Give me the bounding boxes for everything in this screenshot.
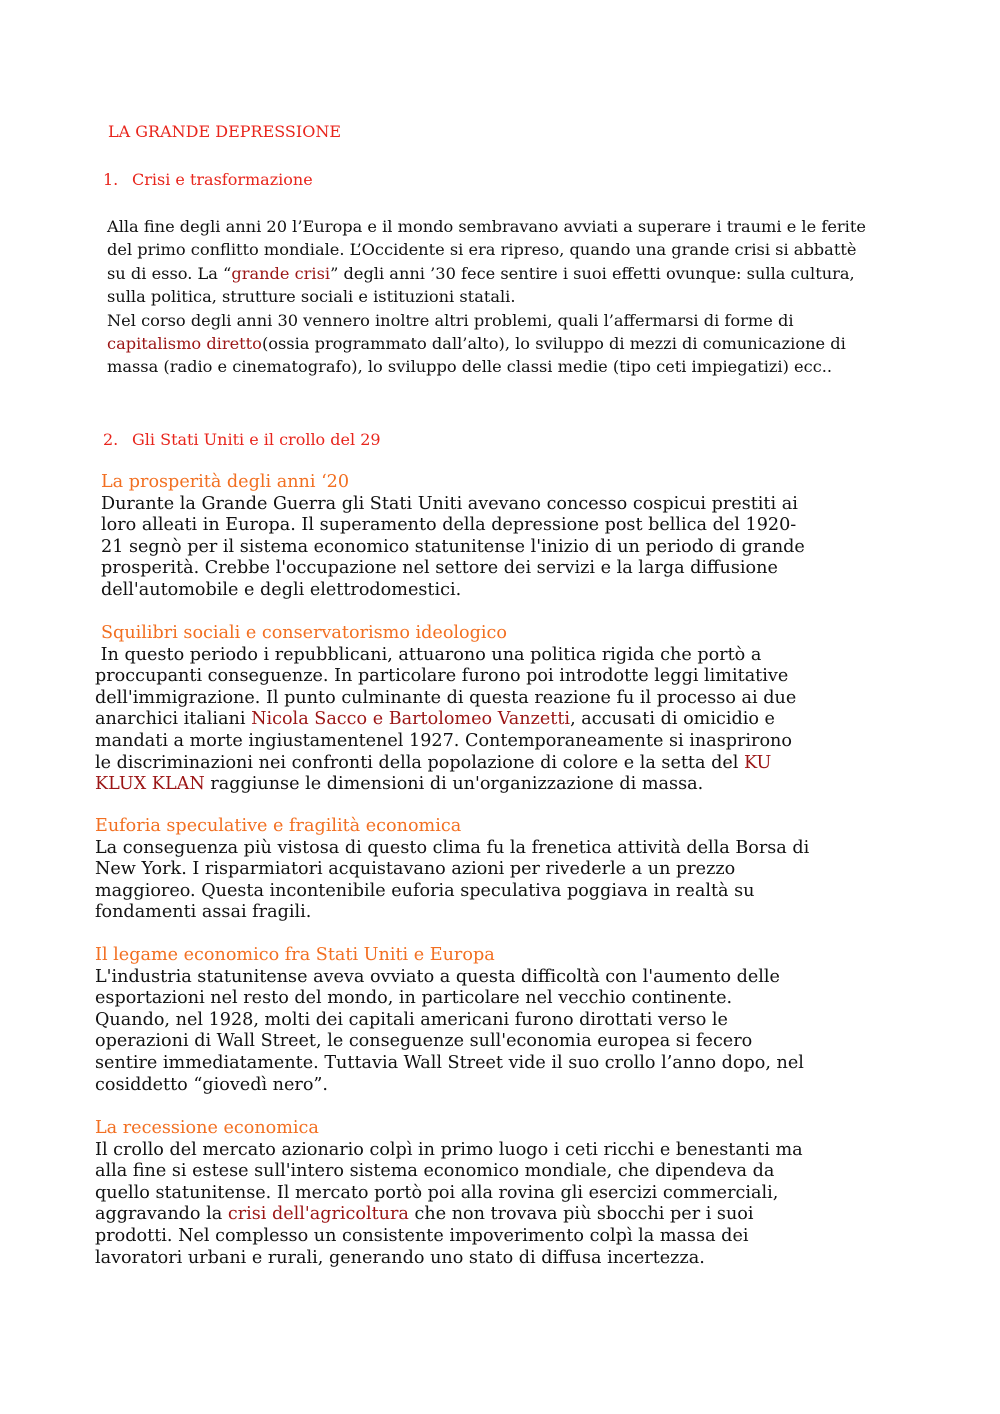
section-1-body: [107, 215, 867, 379]
line: Quando, nel 1928, molti dei capitali americani furono dirottati verso le: [95, 1009, 728, 1030]
squilibri-block: [95, 623, 796, 796]
legame-block: [95, 945, 804, 1096]
section-2-heading: [103, 430, 381, 449]
link-capitalismo-diretto[interactable]: capitalismo diretto: [107, 334, 262, 354]
line: [95, 709, 796, 731]
paragraph: [107, 309, 867, 379]
line: La conseguenza più vistosa di questo clima fu la frenetica attività della Borsa di: [95, 837, 810, 858]
line: In questo periodo i repubblicani, attuarono una politica rigida che portò a: [95, 644, 762, 665]
text: aggravando la: [95, 1204, 228, 1225]
line: esportazioni nel resto del mondo, in particolare nel vecchio continente.: [95, 988, 733, 1009]
line: L'industria statunitense aveva ovviato a questa difficoltà con l'aumento delle: [95, 966, 780, 987]
line: alla fine si estese sull'intero sistema economico mondiale, che dipendeva da: [95, 1161, 775, 1182]
line: dell'immigrazione. Il punto culminante di questa reazione fu il processo ai due: [95, 687, 797, 708]
line: loro alleati in Europa. Il superamento della depressione post bellica del 1920-: [101, 515, 797, 536]
recessione-block: [95, 1118, 803, 1269]
euforia-block: [95, 816, 809, 924]
line: Il crollo del mercato azionario colpì in primo luogo i ceti ricchi e benestanti ma: [95, 1139, 803, 1160]
line: Durante la Grande Guerra gli Stati Uniti avevano concesso cospicui prestiti ai: [101, 493, 798, 514]
line: proccupanti conseguenze. In particolare furono poi introdotte leggi limitative: [95, 666, 789, 687]
link-ku-klux-klan[interactable]: KU: [743, 752, 772, 773]
line: prosperità. Crebbe l'occupazione nel settore dei servizi e la larga diffusione: [101, 558, 778, 579]
section-1-heading: [103, 170, 313, 189]
text: Nel corso degli anni 30 vennero inoltre altri problemi, quali l’affermarsi di forme di: [107, 310, 794, 330]
link-ku-klux-klan[interactable]: KLUX KLAN: [95, 774, 205, 795]
section-title: Crisi e trasformazione: [132, 170, 313, 189]
line: 21 segnò per il sistema economico statunitense l'inizio di un periodo di grande: [101, 536, 805, 557]
text: ” degli anni ’30 fece sentire i suoi effetti ovunque: sulla cultura, sulla politica, strutture sociali e istituzioni statali.: [107, 263, 855, 307]
line: operazioni di Wall Street, le conseguenze sull'economia europea si fecero: [95, 1031, 753, 1052]
prosperita-block: [101, 472, 805, 602]
line: sentire immediatamente. Tuttavia Wall Street vide il suo crollo l’anno dopo, nel: [95, 1052, 804, 1073]
link-crisi-agricoltura[interactable]: crisi dell'agricoltura: [227, 1204, 409, 1225]
link-sacco-vanzetti[interactable]: Nicola Sacco e Bartolomeo Vanzetti: [251, 709, 571, 730]
line: maggioreo. Questa incontenibile euforia speculativa poggiava in realtà su: [95, 880, 755, 901]
link-grande-crisi[interactable]: grande crisi: [231, 263, 331, 283]
text: Alla fine degli anni 20 l’Europa e il mondo sembravano avviati a superare i traumi e le ferite del primo conflitto mondiale. L’Occidente si era ripreso, quando una grande crisi si abbattè su di esso. La “: [107, 217, 866, 283]
line: lavoratori urbani e rurali, generando uno stato di diffusa incertezza.: [95, 1247, 705, 1268]
text: , accusati di omicidio e: [570, 709, 775, 730]
line: mandati a morte ingiustamentenel 1927. Contemporaneamente si inasprirono: [95, 730, 792, 751]
subheading: La recessione economica: [95, 1118, 319, 1138]
line: fondamenti assai fragili.: [95, 902, 312, 923]
line: [95, 774, 796, 796]
line: dell'automobile e degli elettrodomestici.: [101, 579, 462, 600]
text: raggiunse le dimensioni di un'organizzazione di massa.: [204, 774, 704, 795]
line: [95, 1204, 803, 1226]
text: le discriminazioni nei confronti della popolazione di colore e la setta del: [95, 752, 744, 773]
paragraph: [107, 215, 867, 309]
text: anarchici italiani: [95, 709, 252, 730]
document-title: LA GRANDE DEPRESSIONE: [108, 122, 341, 141]
line: prodotti. Nel complesso un consistente impoverimento colpì la massa dei: [95, 1225, 749, 1246]
subheading: Il legame economico fra Stati Uniti e Europa: [95, 945, 495, 965]
section-number: 2.: [103, 430, 119, 449]
section-number: 1.: [103, 170, 119, 189]
text: che non trovava più sbocchi per i suoi: [408, 1204, 754, 1225]
line: New York. I risparmiatori acquistavano azioni per rivederle a un prezzo: [95, 859, 736, 880]
section-title: Gli Stati Uniti e il crollo del 29: [132, 430, 381, 449]
subheading: La prosperità degli anni ‘20: [101, 472, 350, 492]
line: [95, 753, 796, 775]
subheading: Euforia speculative e fragilità economica: [95, 816, 462, 836]
subheading: Squilibri sociali e conservatorismo ideologico: [101, 623, 507, 643]
line: quello statunitense. Il mercato portò poi alla rovina gli esercizi commerciali,: [95, 1182, 779, 1203]
text: (ossia programmato dall’alto), lo sviluppo di mezzi di comunicazione di massa (radio e cinematografo), lo sviluppo delle classi medie (tipo ceti impiegatizi) ecc..: [107, 334, 846, 377]
line: cosiddetto “giovedì nero”.: [95, 1074, 329, 1095]
